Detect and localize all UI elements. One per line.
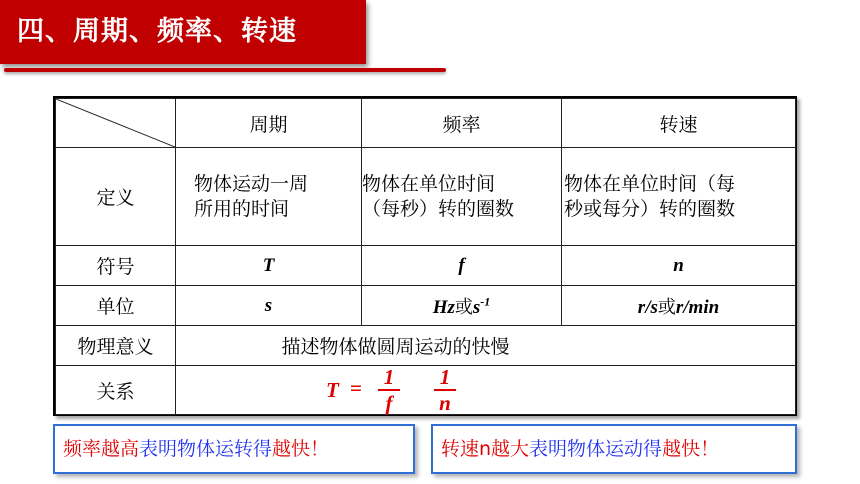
row-label-relation: 关系	[56, 366, 176, 415]
definition-frequency	[362, 148, 562, 246]
fraction2-numerator: 1	[439, 365, 451, 389]
unit-or-text: 或	[454, 296, 473, 318]
note2-part4: ！	[700, 438, 720, 460]
diagonal-divider	[56, 99, 175, 147]
relation-formula	[326, 366, 566, 414]
row-label-definition: 定义	[56, 148, 176, 246]
meaning-text: 描述物体做圆周运动的快慢	[176, 326, 796, 366]
formula-equals: =	[350, 376, 362, 400]
fraction-one-over-f	[378, 366, 400, 414]
corner-cell	[56, 99, 176, 148]
unit-rpm: r/min	[675, 296, 720, 318]
definition-rotation-speed	[562, 148, 796, 246]
definition-period	[176, 148, 362, 246]
fraction2-denominator: n	[439, 391, 451, 415]
unit-hz: Hz	[432, 296, 455, 318]
unit-period: s	[176, 286, 362, 326]
note1-part3: 越快	[272, 438, 311, 460]
note1-part4: ！	[310, 438, 330, 460]
note-frequency	[53, 424, 415, 474]
note-rotation-speed	[431, 424, 797, 474]
note2-part3: 越快	[662, 438, 701, 460]
header-rotation-speed: 转速	[562, 99, 796, 148]
fraction1-numerator: 1	[383, 365, 395, 389]
note1-part2: 表明物体运转得	[139, 438, 273, 460]
symbol-period: T	[176, 246, 362, 286]
fraction-one-over-n	[434, 366, 456, 414]
definition-period-line2: 所用的时间	[194, 197, 290, 220]
definition-frequency-line1: 物体在单位时间	[362, 172, 496, 195]
unit-s: s	[472, 296, 481, 318]
row-label-meaning: 物理意义	[56, 326, 176, 366]
formula-lhs: T	[326, 378, 339, 402]
definition-speed-line1: 物体在单位时间（每	[564, 172, 736, 195]
slide-title: 四、周期、频率、转速	[0, 0, 366, 64]
fraction1-denominator: f	[385, 391, 393, 415]
relation-cell	[176, 366, 796, 415]
definition-period-line1: 物体运动一周	[194, 172, 309, 195]
definition-speed-line2: 秒或每分）转的圈数	[564, 197, 736, 220]
symbol-frequency: f	[362, 246, 562, 286]
unit-rotation-speed	[562, 286, 796, 326]
header-frequency: 频率	[362, 99, 562, 148]
row-label-unit: 单位	[56, 286, 176, 326]
unit-or-text-2: 或	[657, 296, 676, 318]
note1-part1: 频率越高	[63, 438, 140, 460]
title-underline	[4, 68, 446, 72]
symbol-rotation-speed: n	[562, 246, 796, 286]
header-period: 周期	[176, 99, 362, 148]
row-label-symbol: 符号	[56, 246, 176, 286]
note2-part1: 转速n越大	[441, 438, 530, 460]
unit-rps: r/s	[637, 296, 658, 318]
note2-part2: 表明物体运动得	[529, 438, 663, 460]
comparison-table	[53, 96, 797, 416]
unit-frequency	[362, 286, 562, 326]
definition-frequency-line2: （每秒）转的圈数	[362, 197, 515, 220]
unit-exponent: -1	[480, 294, 491, 309]
